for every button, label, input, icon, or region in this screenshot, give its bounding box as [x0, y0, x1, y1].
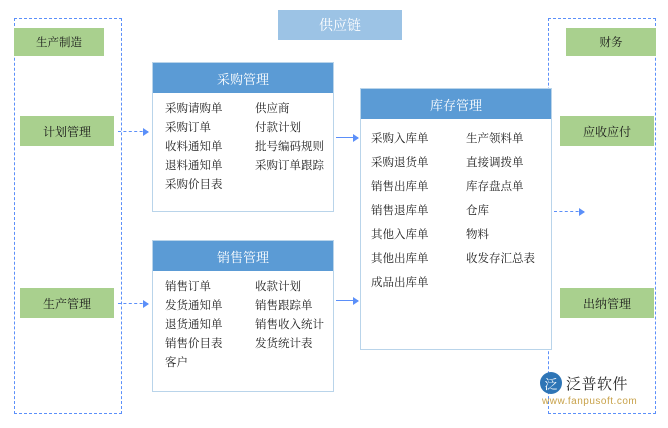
region-label-manufacture: 生产制造: [14, 28, 104, 56]
list-item[interactable]: 销售退库单: [371, 205, 429, 217]
list-item[interactable]: 生产领料单: [466, 133, 524, 145]
arrow-stock-to-finance: [554, 211, 584, 212]
list-item[interactable]: 其他出库单: [371, 253, 429, 265]
list-item[interactable]: 销售订单: [165, 281, 211, 293]
panel-sales-title: 销售管理: [153, 241, 333, 271]
list-item[interactable]: 库存盘点单: [466, 181, 524, 193]
panel-sales-management[interactable]: [152, 240, 334, 392]
list-item[interactable]: 供应商: [255, 103, 290, 115]
arrow-production-to-sales: [118, 303, 148, 304]
arrow-plan-to-purchase: [118, 131, 148, 132]
list-item[interactable]: 退料通知单: [165, 160, 223, 172]
list-item[interactable]: 其他入库单: [371, 229, 429, 241]
list-item[interactable]: 收发存汇总表: [466, 253, 535, 265]
list-item[interactable]: 付款计划: [255, 122, 301, 134]
brand-logo-icon: 泛: [540, 372, 562, 394]
diagram-title: 供应链: [278, 10, 402, 40]
region-manufacture: [14, 18, 122, 414]
list-item[interactable]: 收款计划: [255, 281, 301, 293]
block-production-management[interactable]: 生产管理: [20, 288, 114, 318]
list-item[interactable]: 采购退货单: [371, 157, 429, 169]
list-item[interactable]: 采购请购单: [165, 103, 223, 115]
panel-purchase-management[interactable]: [152, 62, 334, 212]
block-plan-management[interactable]: 计划管理: [20, 116, 114, 146]
list-item[interactable]: 直接调拨单: [466, 157, 524, 169]
panel-sales-items: [153, 271, 333, 377]
region-finance: [548, 18, 656, 414]
list-item[interactable]: 退货通知单: [165, 319, 223, 331]
panel-purchase-items: [153, 93, 333, 199]
list-item[interactable]: 客户: [165, 357, 188, 369]
brand-name: 泛普软件: [566, 375, 629, 393]
list-item[interactable]: 销售出库单: [371, 181, 429, 193]
list-item[interactable]: 批号编码规则: [255, 141, 324, 153]
list-item[interactable]: 收料通知单: [165, 141, 223, 153]
brand-url: www.fanpusoft.com: [542, 396, 638, 407]
list-item[interactable]: 成品出库单: [371, 277, 429, 289]
list-item[interactable]: 销售跟踪单: [255, 300, 313, 312]
panel-stock-items: [361, 119, 551, 297]
list-item[interactable]: 采购订单: [165, 122, 211, 134]
list-item[interactable]: 采购订单跟踪: [255, 160, 324, 172]
panel-stock-management[interactable]: [360, 88, 552, 350]
brand-watermark: [540, 372, 660, 418]
list-item[interactable]: 物料: [466, 229, 489, 241]
list-item[interactable]: 发货统计表: [255, 338, 313, 350]
panel-purchase-title: 采购管理: [153, 63, 333, 93]
arrow-sales-to-stock: [336, 300, 358, 301]
list-item[interactable]: 仓库: [466, 205, 489, 217]
list-item[interactable]: 发货通知单: [165, 300, 223, 312]
region-label-finance: 财务: [566, 28, 656, 56]
list-item[interactable]: 销售收入统计: [255, 319, 324, 331]
block-receivable-payable[interactable]: 应收应付: [560, 116, 654, 146]
block-cashier-management[interactable]: 出纳管理: [560, 288, 654, 318]
list-item[interactable]: 采购入库单: [371, 133, 429, 145]
panel-stock-title: 库存管理: [361, 89, 551, 119]
brand-logo-row: [540, 372, 660, 394]
arrow-purchase-to-stock: [336, 137, 358, 138]
list-item[interactable]: 销售价目表: [165, 338, 223, 350]
list-item[interactable]: 采购价目表: [165, 179, 223, 191]
